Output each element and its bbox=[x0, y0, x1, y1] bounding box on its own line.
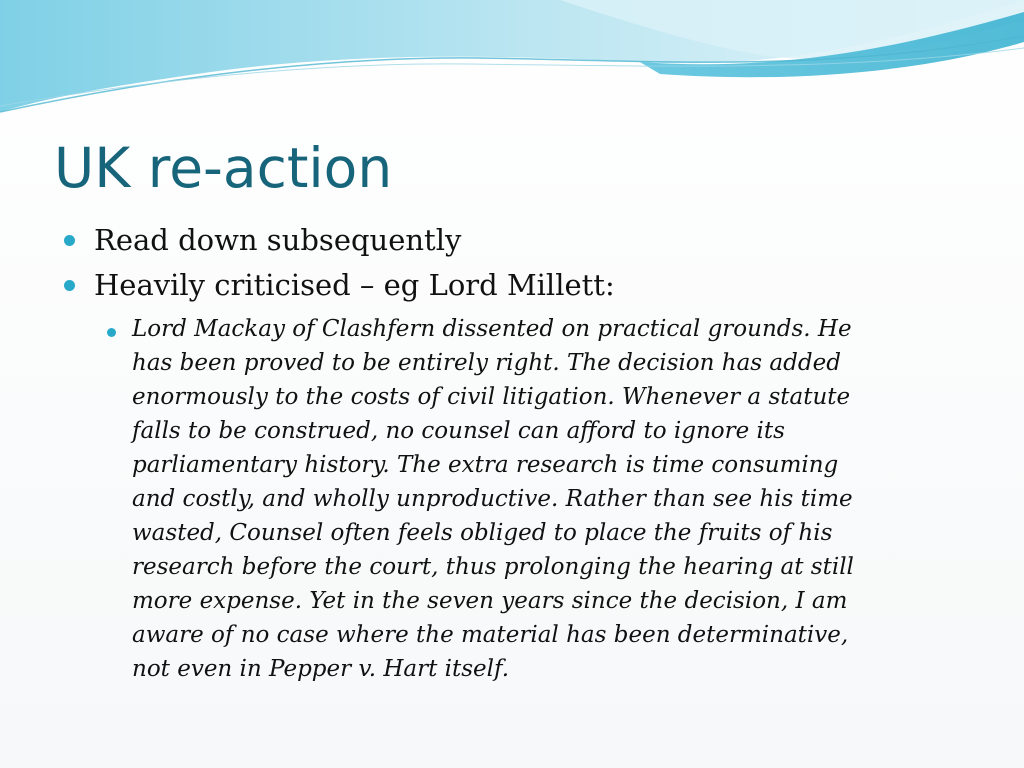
quote-line: enormously to the costs of civil litigation. Whenever a statute bbox=[132, 384, 851, 410]
quote-text bbox=[132, 312, 980, 686]
slide-title: UK re-action bbox=[54, 136, 393, 200]
bullet-dot-icon bbox=[64, 280, 75, 291]
quote-line: research before the court, thus prolonging the hearing at still bbox=[132, 554, 854, 580]
quote-line: has been proved to be entirely right. The decision has added bbox=[132, 350, 841, 376]
bullet-text: Heavily criticised – eg Lord Millett: bbox=[94, 268, 615, 302]
quote-line: falls to be construed, no counsel can afford to ignore its bbox=[132, 418, 785, 444]
quote-line: parliamentary history. The extra research is time consuming bbox=[132, 452, 839, 478]
bullet-dot-icon bbox=[64, 235, 75, 246]
quote-line: aware of no case where the material has been determinative, bbox=[132, 622, 849, 648]
quote-line: Lord Mackay of Clashfern dissented on practical grounds. He bbox=[132, 316, 852, 342]
bullet-dot-icon bbox=[107, 328, 116, 337]
bullet-list bbox=[60, 218, 980, 686]
quote-line: wasted, Counsel often feels obliged to place the fruits of his bbox=[132, 520, 833, 546]
quote-line: and costly, and wholly unproductive. Rather than see his time bbox=[132, 486, 853, 512]
quote-line: more expense. Yet in the seven years since the decision, I am bbox=[132, 588, 848, 614]
quote-line: not even in Pepper v. Hart itself. bbox=[132, 656, 510, 682]
sub-bullet-quote bbox=[100, 312, 980, 686]
bullet-text: Read down subsequently bbox=[94, 223, 462, 257]
bullet-item bbox=[60, 218, 980, 263]
header-wave-decoration bbox=[0, 0, 1024, 130]
bullet-item bbox=[60, 263, 980, 308]
